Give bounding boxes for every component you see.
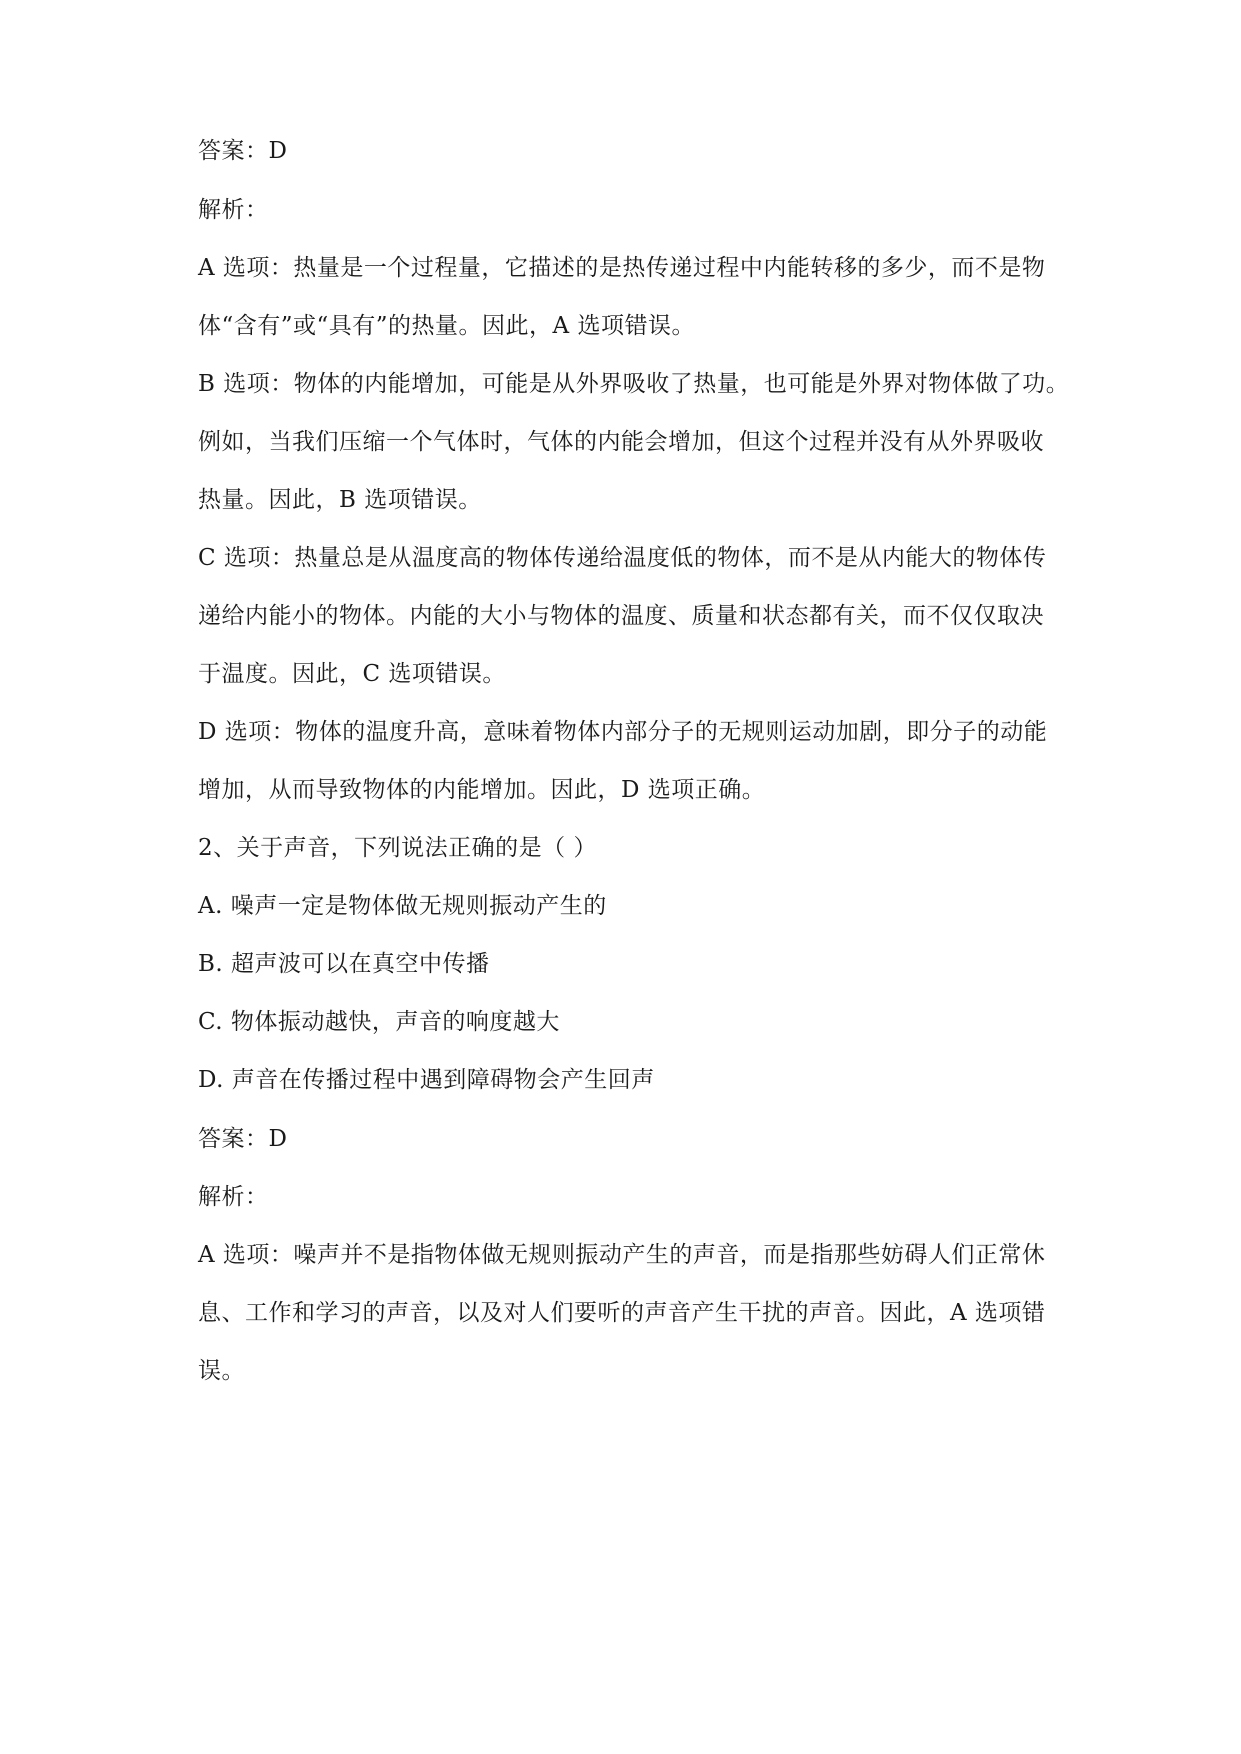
paragraph-line: A 选项：热量是一个过程量，它描述的是热传递过程中内能转移的多少，而不是物 — [198, 255, 1046, 281]
paragraph-line: 例如，当我们压缩一个气体时，气体的内能会增加，但这个过程并没有从外界吸收 — [198, 429, 1044, 455]
paragraph-line: 于温度。因此，C 选项错误。 — [198, 661, 506, 687]
paragraph-line: 体“含有”或“具有”的热量。因此，A 选项错误。 — [198, 313, 695, 339]
paragraph-line: 息、工作和学习的声音，以及对人们要听的声音产生干扰的声音。因此，A 选项错 — [198, 1300, 1046, 1326]
option-b: B. 超声波可以在真空中传播 — [198, 951, 490, 977]
question-stem: 2、关于声音，下列说法正确的是（ ） — [198, 835, 597, 861]
paragraph-line: 误。 — [198, 1358, 245, 1384]
paragraph-line: D 选项：物体的温度升高，意味着物体内部分子的无规则运动加剧，即分子的动能 — [198, 719, 1048, 745]
option-d: D. 声音在传播过程中遇到障碍物会产生回声 — [198, 1067, 655, 1093]
paragraph-line: 热量。因此，B 选项错误。 — [198, 487, 482, 513]
answer-line: 答案：D — [198, 1126, 288, 1152]
paragraph-line: 递给内能小的物体。内能的大小与物体的温度、质量和状态都有关，而不仅仅取决 — [198, 603, 1044, 629]
paragraph-line: B 选项：物体的内能增加，可能是从外界吸收了热量，也可能是外界对物体做了功。 — [198, 371, 1070, 397]
analysis-heading: 解析： — [198, 197, 269, 223]
option-a: A. 噪声一定是物体做无规则振动产生的 — [198, 893, 607, 919]
paragraph-line: 增加，从而导致物体的内能增加。因此，D 选项正确。 — [198, 777, 766, 803]
option-c: C. 物体振动越快，声音的响度越大 — [198, 1009, 560, 1035]
answer-line: 答案：D — [198, 138, 288, 164]
paragraph-line: C 选项：热量总是从温度高的物体传递给温度低的物体，而不是从内能大的物体传 — [198, 545, 1047, 571]
paragraph-line: A 选项：噪声并不是指物体做无规则振动产生的声音，而是指那些妨碍人们正常休 — [198, 1242, 1046, 1268]
analysis-heading: 解析： — [198, 1184, 269, 1210]
